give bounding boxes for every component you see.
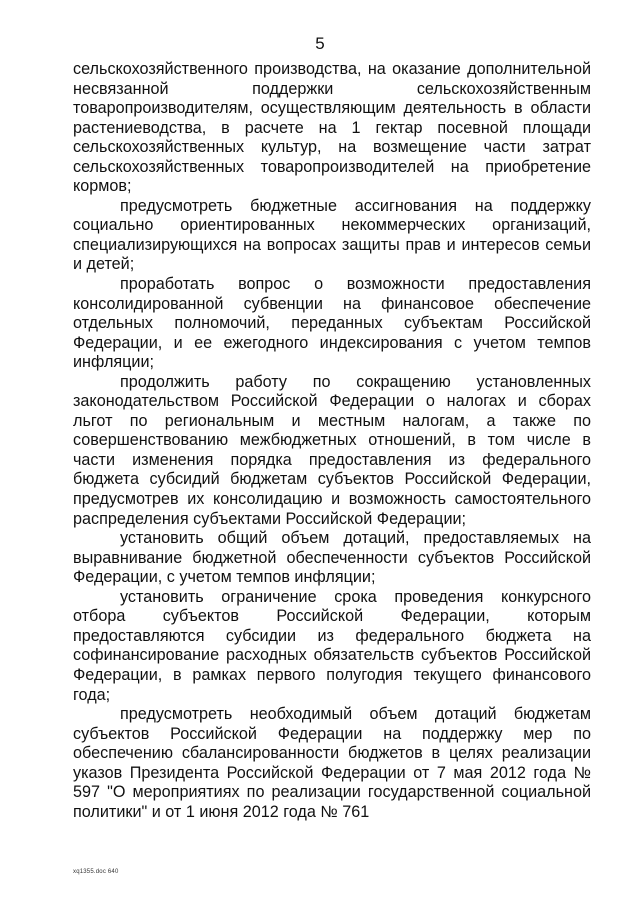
paragraph: установить ограничение срока проведения конкурсного отбора субъектов Российской Федерации, которым предоставляются субсидии из федерального бюджета на софинансирование расходных обязательств субъектов Российской Федерации, в рамках первого полугодия текущего финансового года; [73, 587, 591, 704]
paragraph: установить общий объем дотаций, предоставляемых на выравнивание бюджетной обеспеченности субъектов Российской Федерации, с учетом темпов инфляции; [73, 529, 591, 587]
paragraph: предусмотреть бюджетные ассигнования на поддержку социально ориентированных некоммерческих организаций, специализирующихся на вопросах защиты прав и интересов семьи и детей; [73, 196, 591, 274]
page-number: 5 [315, 34, 325, 53]
paragraph: проработать вопрос о возможности предоставления консолидированной субвенции на финансовое обеспечение отдельных полномочий, переданных субъектам Российской Федерации, и ее ежегодного индексирования с учетом темпов инфляции; [73, 275, 591, 372]
file-footer: xq1355.doc 640 [73, 869, 119, 875]
paragraph: сельскохозяйственного производства, на оказание дополнительной несвязанной поддержки сельскохозяйственным товаропроизводителям, осуществляющим деятельность в области растениеводства, в расчете на 1 гектар посевной площади сельскохозяйственных культур, на возмещение части затрат сельскохозяйственных товаропроизводителей на приобретение кормов; [73, 60, 591, 196]
paragraph: предусмотреть необходимый объем дотаций бюджетам субъектов Российской Федерации на поддержку мер по обеспечению сбалансированности бюджетов в целях реализации указов Президента Российской Федерации от 7 мая 2012 года № 597 "О мероприятиях по реализации государственной социальной политики" и от 1 июня 2012 года № 761 [73, 705, 591, 821]
document-body [73, 60, 591, 822]
paragraph: продолжить работу по сокращению установленных законодательством Российской Федерации о налогах и сборах льгот по региональным и местным налогам, а также по совершенствованию межбюджетных отношений, в том числе в части изменения порядка предоставления из федерального бюджета субсидий бюджетам субъектов Российской Федерации, предусмотрев их консолидацию и возможность самостоятельного распределения субъектами Российской Федерации; [73, 372, 591, 528]
